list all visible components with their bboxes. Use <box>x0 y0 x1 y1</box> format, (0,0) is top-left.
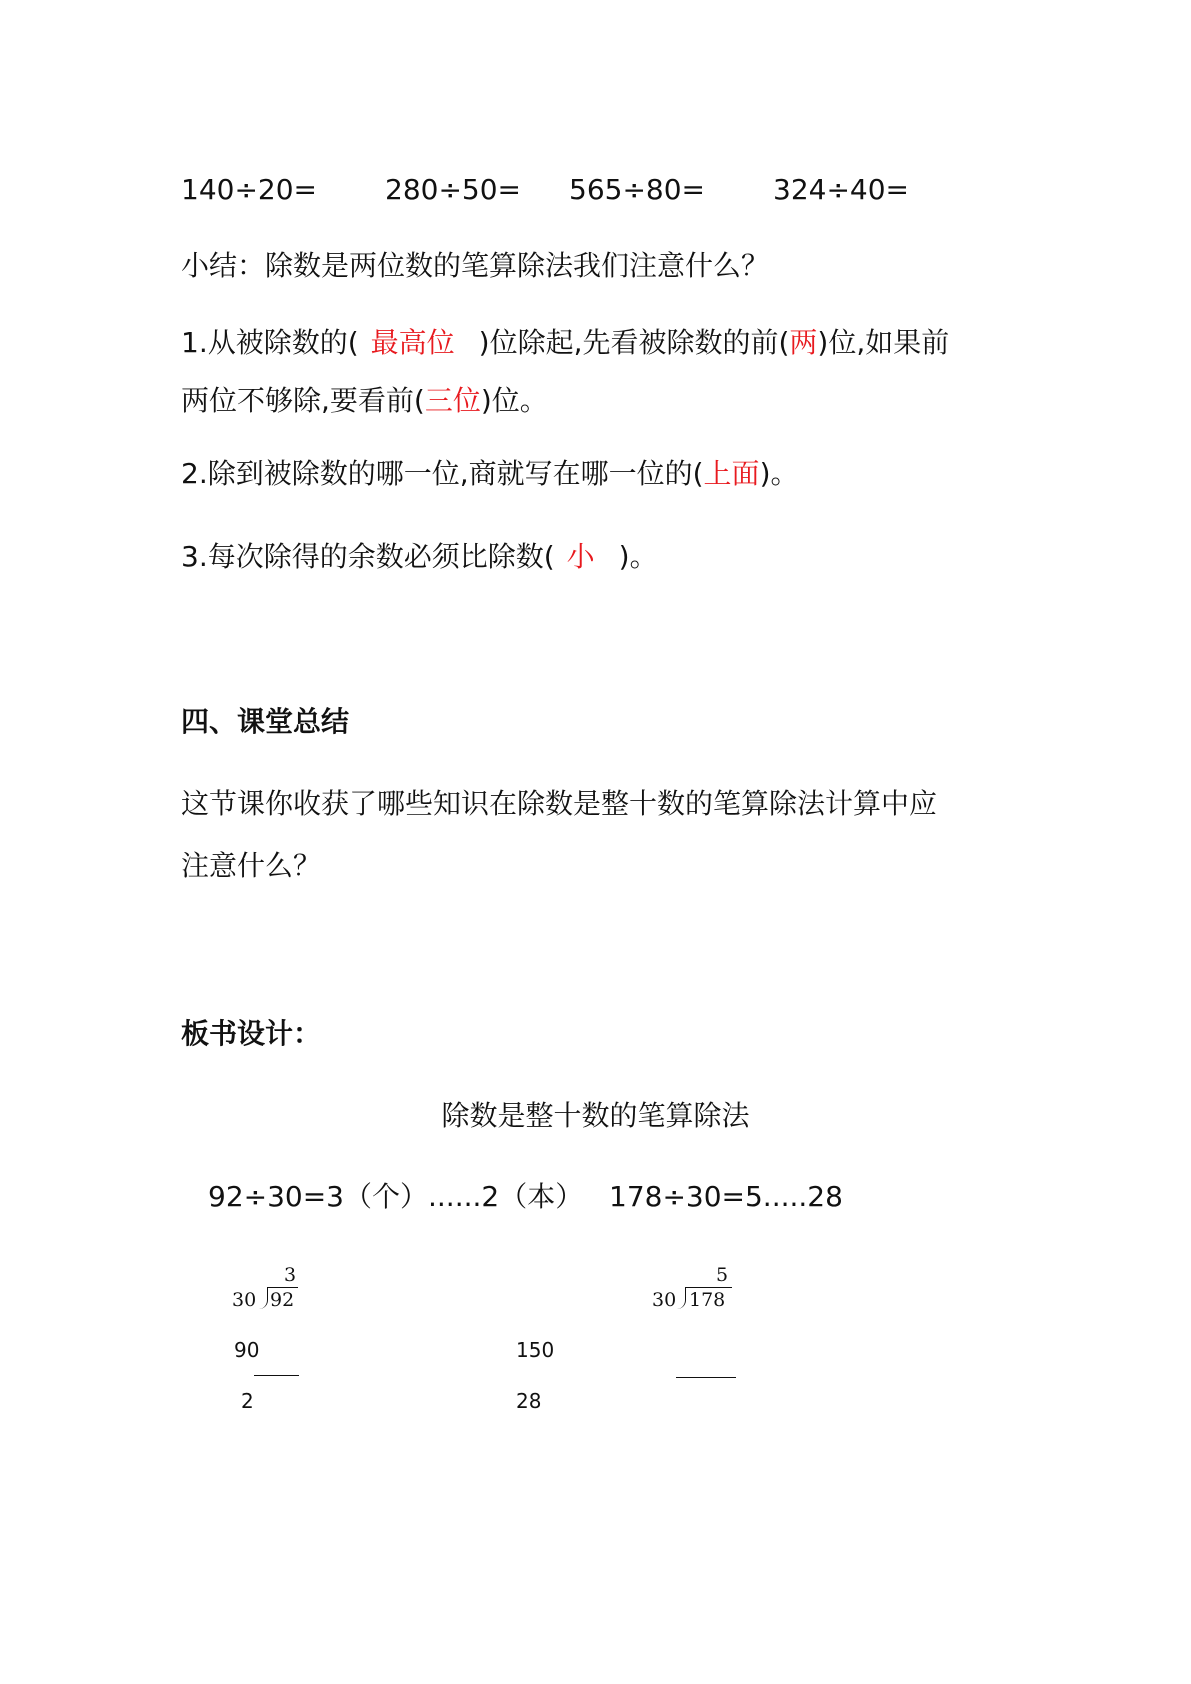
summary-point-1-line-1 <box>181 323 949 363</box>
division-1-dividend: 92 <box>270 1289 295 1311</box>
point-2-text-c: )。 <box>759 457 799 490</box>
division-1-bracket <box>259 1287 268 1309</box>
division-1-remainder: 2 <box>241 1389 254 1413</box>
point-1-text-e: )位,如果前 <box>817 326 950 359</box>
answer-smaller: 小 <box>566 540 595 573</box>
division-1-product: 90 <box>234 1338 260 1362</box>
point-1-text-h: )位。 <box>480 384 548 417</box>
section-4-heading: 四、课堂总结 <box>181 705 350 738</box>
division-2-divisor: 30 <box>652 1289 677 1311</box>
board-equation-1: 92÷30=3（个）......2（本） <box>208 1180 584 1213</box>
point-1-text-c: )位除起,先看被除数的前( <box>478 326 790 359</box>
section-4-text-line-2: 注意什么？ <box>181 849 322 882</box>
exercise-4: 324÷40= <box>773 173 909 206</box>
answer-three-digits: 三位 <box>424 384 481 417</box>
summary-question: 小结：除数是两位数的笔算除法我们注意什么？ <box>181 249 770 282</box>
answer-above: 上面 <box>703 457 760 490</box>
section-4-text-line-1: 这节课你收获了哪些知识在除数是整十数的笔算除法计算中应 <box>181 787 938 820</box>
point-3-text-a: 3.每次除得的余数必须比除数( <box>181 540 555 573</box>
exercise-3: 565÷80= <box>569 173 705 206</box>
summary-point-2 <box>181 454 799 494</box>
summary-point-3 <box>181 537 658 577</box>
exercise-1: 140÷20= <box>181 173 317 206</box>
exercise-2: 280÷50= <box>385 173 521 206</box>
point-2-text-a: 2.除到被除数的哪一位,商就写在哪一位的( <box>181 457 704 490</box>
board-design-heading: 板书设计： <box>181 1017 322 1050</box>
answer-two: 两 <box>789 326 818 359</box>
division-2-product: 150 <box>516 1338 555 1362</box>
point-3-text-c: )。 <box>618 540 658 573</box>
division-1-quotient: 3 <box>284 1264 297 1286</box>
board-equation-2: 178÷30=5.....28 <box>609 1180 843 1213</box>
division-2-quotient: 5 <box>716 1264 729 1286</box>
board-title: 除数是整十数的笔算除法 <box>441 1099 750 1132</box>
summary-point-1-line-2 <box>181 381 548 421</box>
division-2-subtraction-line <box>676 1377 736 1378</box>
division-2-bracket <box>677 1287 686 1309</box>
point-1-text-a: 1.从被除数的( <box>181 326 359 359</box>
division-1-subtraction-line <box>254 1375 299 1376</box>
division-2-dividend: 178 <box>689 1289 726 1311</box>
division-1-divisor: 30 <box>232 1289 257 1311</box>
division-2-remainder: 28 <box>516 1389 542 1413</box>
answer-highest-digit: 最高位 <box>370 326 455 359</box>
point-1-text-f: 两位不够除,要看前( <box>181 384 425 417</box>
